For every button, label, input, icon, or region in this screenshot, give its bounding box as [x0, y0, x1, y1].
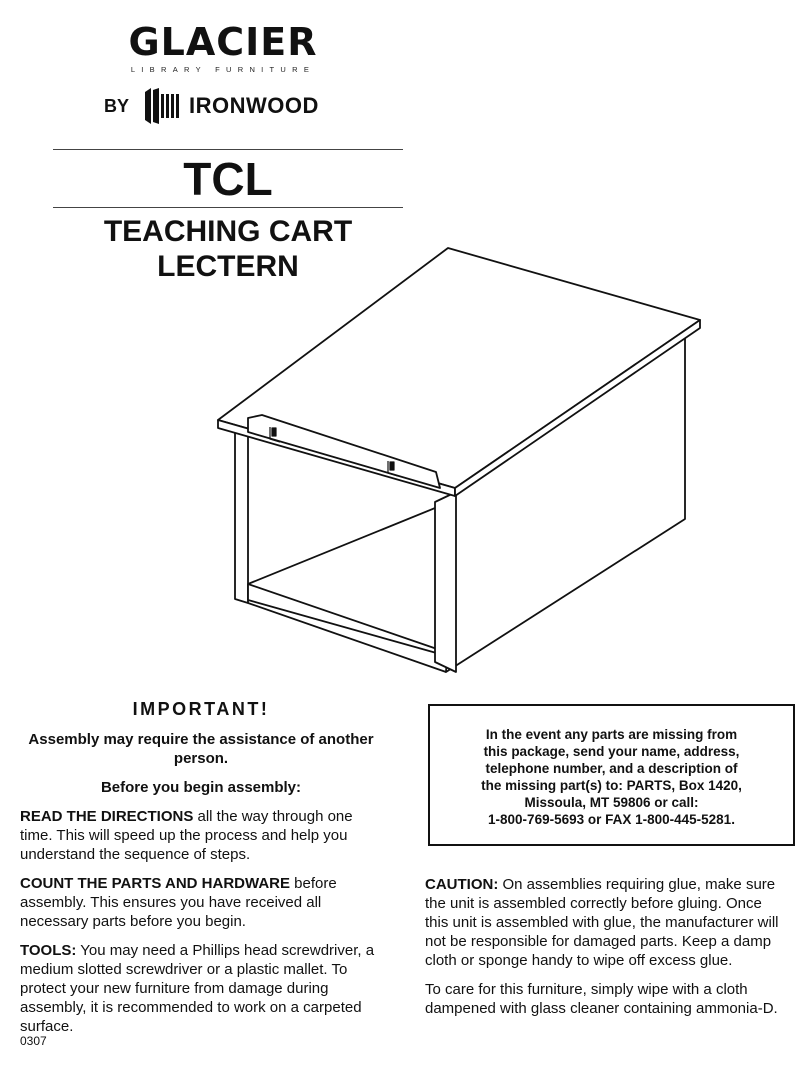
- notice-line: Missoula, MT 59806 or call:: [524, 795, 699, 810]
- important-heading: IMPORTANT!: [132, 699, 270, 719]
- instruction-read: READ THE DIRECTIONS all the way through one time. This will speed up the process and help you understand the sequence of steps.: [20, 808, 353, 863]
- care-section: [425, 875, 787, 1028]
- title-rule-top: [53, 149, 403, 150]
- product-name-line2: LECTERN: [157, 250, 299, 283]
- caution-paragraph: CAUTION: On assemblies requiring glue, make sure the unit is assembled correctly before gluing. Once this unit is assembled with glue, the manufacturer will not be responsible for damaged parts. Keep a damp cloth or sponge handy to wipe off excess glue.: [425, 876, 779, 969]
- care-paragraph: To care for this furniture, simply wipe with a cloth dampened with glass cleaner containing ammonia-D.: [425, 981, 778, 1017]
- manufacturer-line: [104, 86, 319, 126]
- before-assembly-heading: Before you begin assembly:: [100, 779, 302, 796]
- model-number: TCL: [183, 153, 273, 205]
- document-code: 0307: [20, 1034, 47, 1048]
- brand-name: GLACIER: [128, 20, 318, 64]
- assistance-note: Assembly may require the assistance of another person.: [28, 731, 374, 767]
- lectern-left-post: [235, 432, 248, 603]
- notice-line: this package, send your name, address,: [483, 744, 740, 759]
- missing-parts-notice: [428, 704, 795, 846]
- product-name-line1: TEACHING CART: [103, 215, 353, 248]
- instruction-tools: TOOLS: You may need a Phillips head screwdriver, a medium slotted screwdriver or a plastic mallet. To protect your new furniture from damage during assembly, it is recommended to work on a carpeted surface.: [20, 942, 375, 1035]
- lectern-front-post: [435, 492, 456, 672]
- maker-name: IRONWOOD: [189, 93, 319, 118]
- by-label: BY: [104, 95, 130, 116]
- notice-line: telephone number, and a description of: [485, 761, 738, 776]
- lectern-bottom-shelf: [248, 506, 440, 654]
- glacier-logo: [128, 22, 318, 74]
- brand-tagline: LIBRARY FURNITURE: [130, 65, 316, 74]
- important-section: [20, 700, 382, 1046]
- notice-line: the missing part(s) to: PARTS, Box 1420,: [481, 778, 742, 793]
- notice-line: In the event any parts are missing from: [485, 727, 738, 742]
- instruction-count: COUNT THE PARTS AND HARDWARE before assembly. This ensures you have received all necessary parts before you begin.: [20, 875, 337, 930]
- title-rule-bottom: [53, 207, 403, 208]
- notice-line: 1-800-769-5693 or FAX 1-800-445-5281.: [488, 812, 735, 827]
- ironwood-logo-icon: [143, 86, 181, 126]
- lectern-illustration: [210, 240, 710, 680]
